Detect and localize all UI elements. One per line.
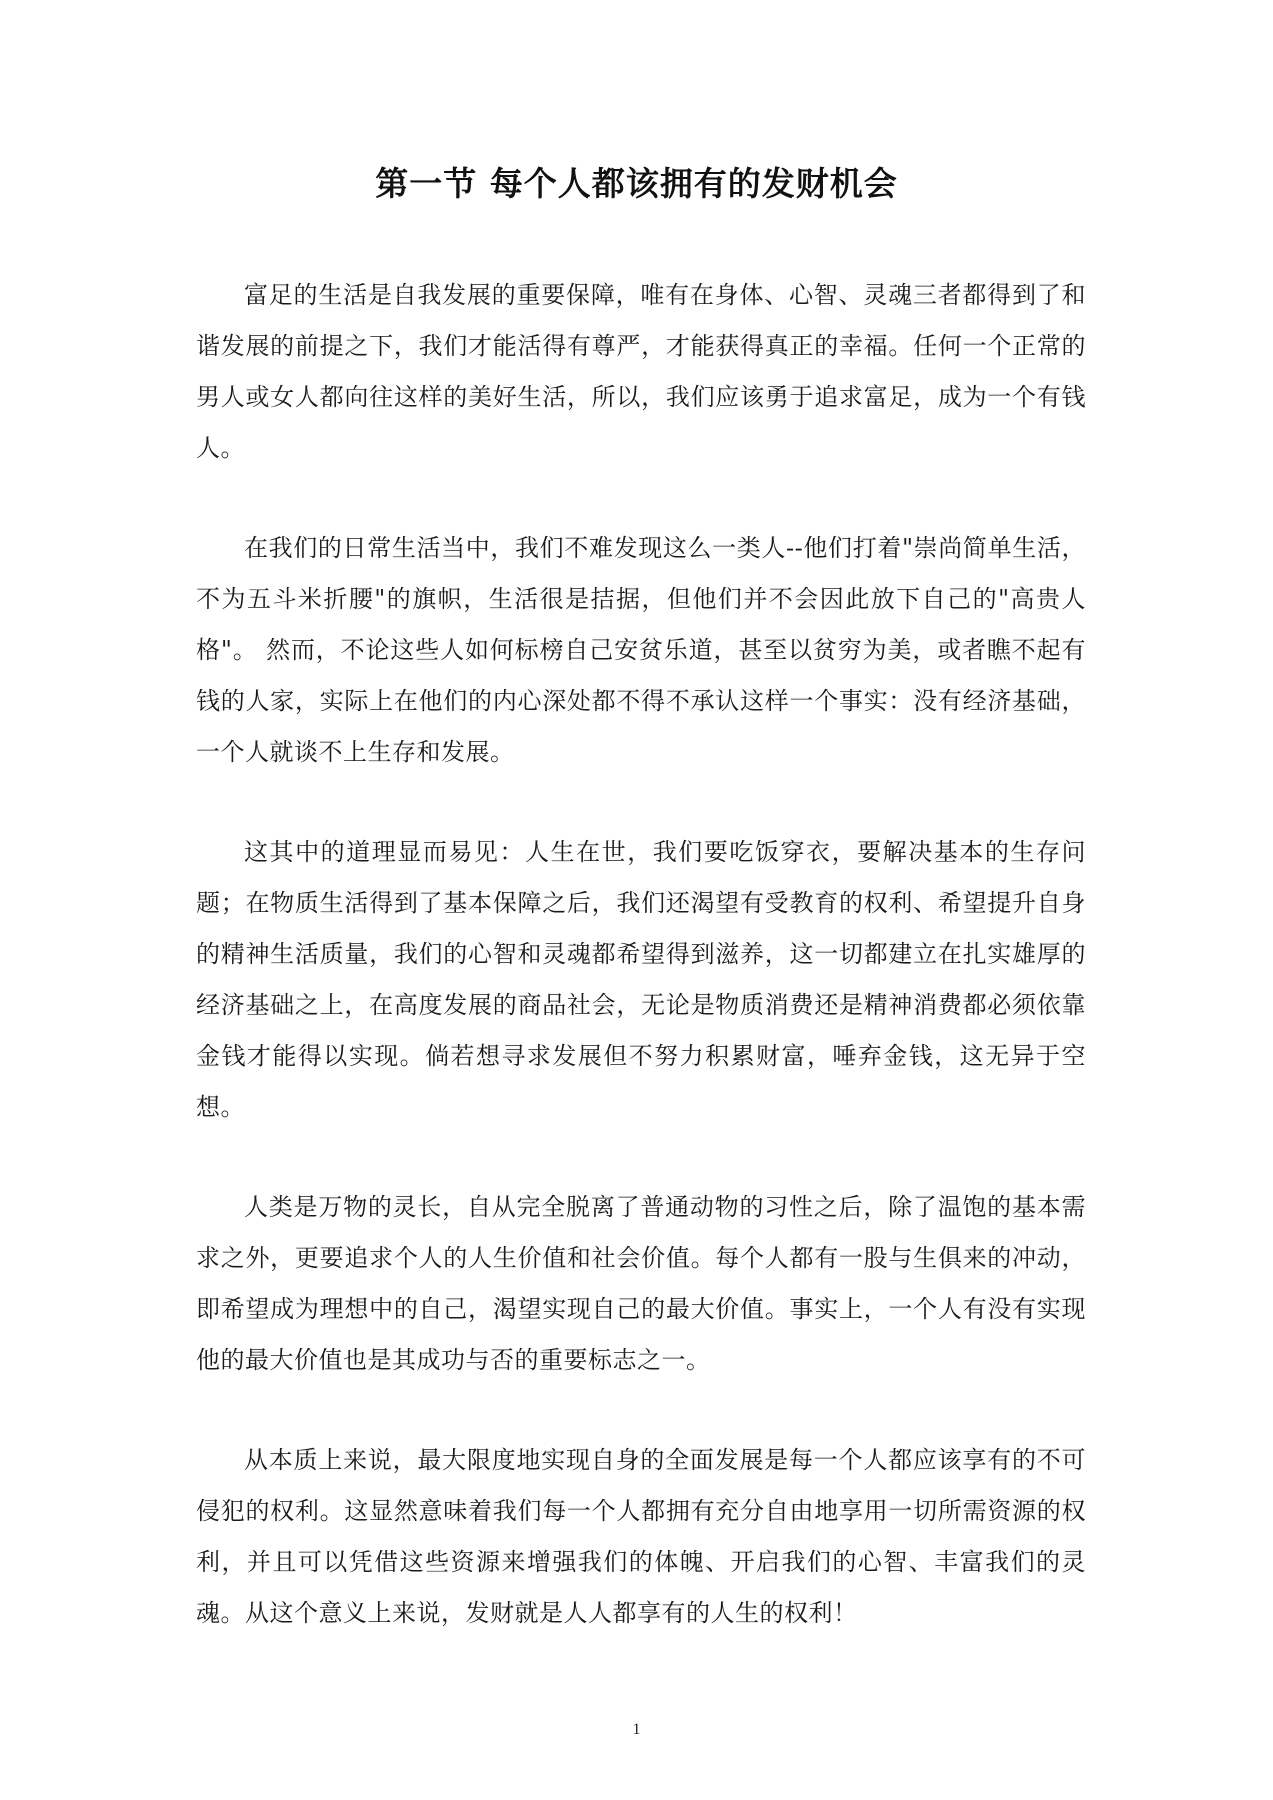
paragraph-3: 这其中的道理显而易见：人生在世，我们要吃饭穿衣，要解决基本的生存问题；在物质生活得到了基本保障之后，我们还渴望有受教育的权利、希望提升自身的精神生活质量，我们的心智和灵魂都希望得到滋养，这一切都建立在扎实雄厚的经济基础之上，在高度发展的商品社会，无论是物质消费还是精神消费都必须依靠金钱才能得以实现。倘若想寻求发展但不努力积累财富，唾弃金钱，这无异于空想。: [196, 838, 1086, 1121]
paragraph-2: 在我们的日常生活当中，我们不难发现这么一类人--他们打着"崇尚简单生活，不为五斗米折腰"的旗帜，生活很是拮据，但他们并不会因此放下自己的"高贵人格"。 然而，不论这些人如何标榜自己安贫乐道，甚至以贫穷为美，或者瞧不起有钱的人家，实际上在他们的内心深处都不得不承认这样一个事实：没有经济基础，一个人就谈不上生存和发展。: [196, 534, 1086, 766]
paragraph-5: 从本质上来说，最大限度地实现自身的全面发展是每一个人都应该享有的不可侵犯的权利。这显然意味着我们每一个人都拥有充分自由地享用一切所需资源的权利，并且可以凭借这些资源来增强我们的体魄、开启我们的心智、丰富我们的灵魂。从这个意义上来说，发财就是人人都享有的人生的权利！: [196, 1446, 1086, 1627]
page-title: 第一节 每个人都该拥有的发财机会: [375, 164, 898, 203]
paragraph-4: 人类是万物的灵长，自从完全脱离了普通动物的习性之后，除了温饱的基本需求之外，更要追求个人的人生价值和社会价值。每个人都有一股与生俱来的冲动，即希望成为理想中的自己，渴望实现自己的最大价值。事实上，一个人有没有实现他的最大价值也是其成功与否的重要标志之一。: [196, 1193, 1086, 1374]
paragraph-1: 富足的生活是自我发展的重要保障，唯有在身体、心智、灵魂三者都得到了和谐发展的前提之下，我们才能活得有尊严，才能获得真正的幸福。任何一个正常的男人或女人都向往这样的美好生活，所以，我们应该勇于追求富足，成为一个有钱人。: [196, 281, 1086, 462]
page-number: 1: [632, 1721, 641, 1738]
document-body: [196, 270, 1086, 1688]
